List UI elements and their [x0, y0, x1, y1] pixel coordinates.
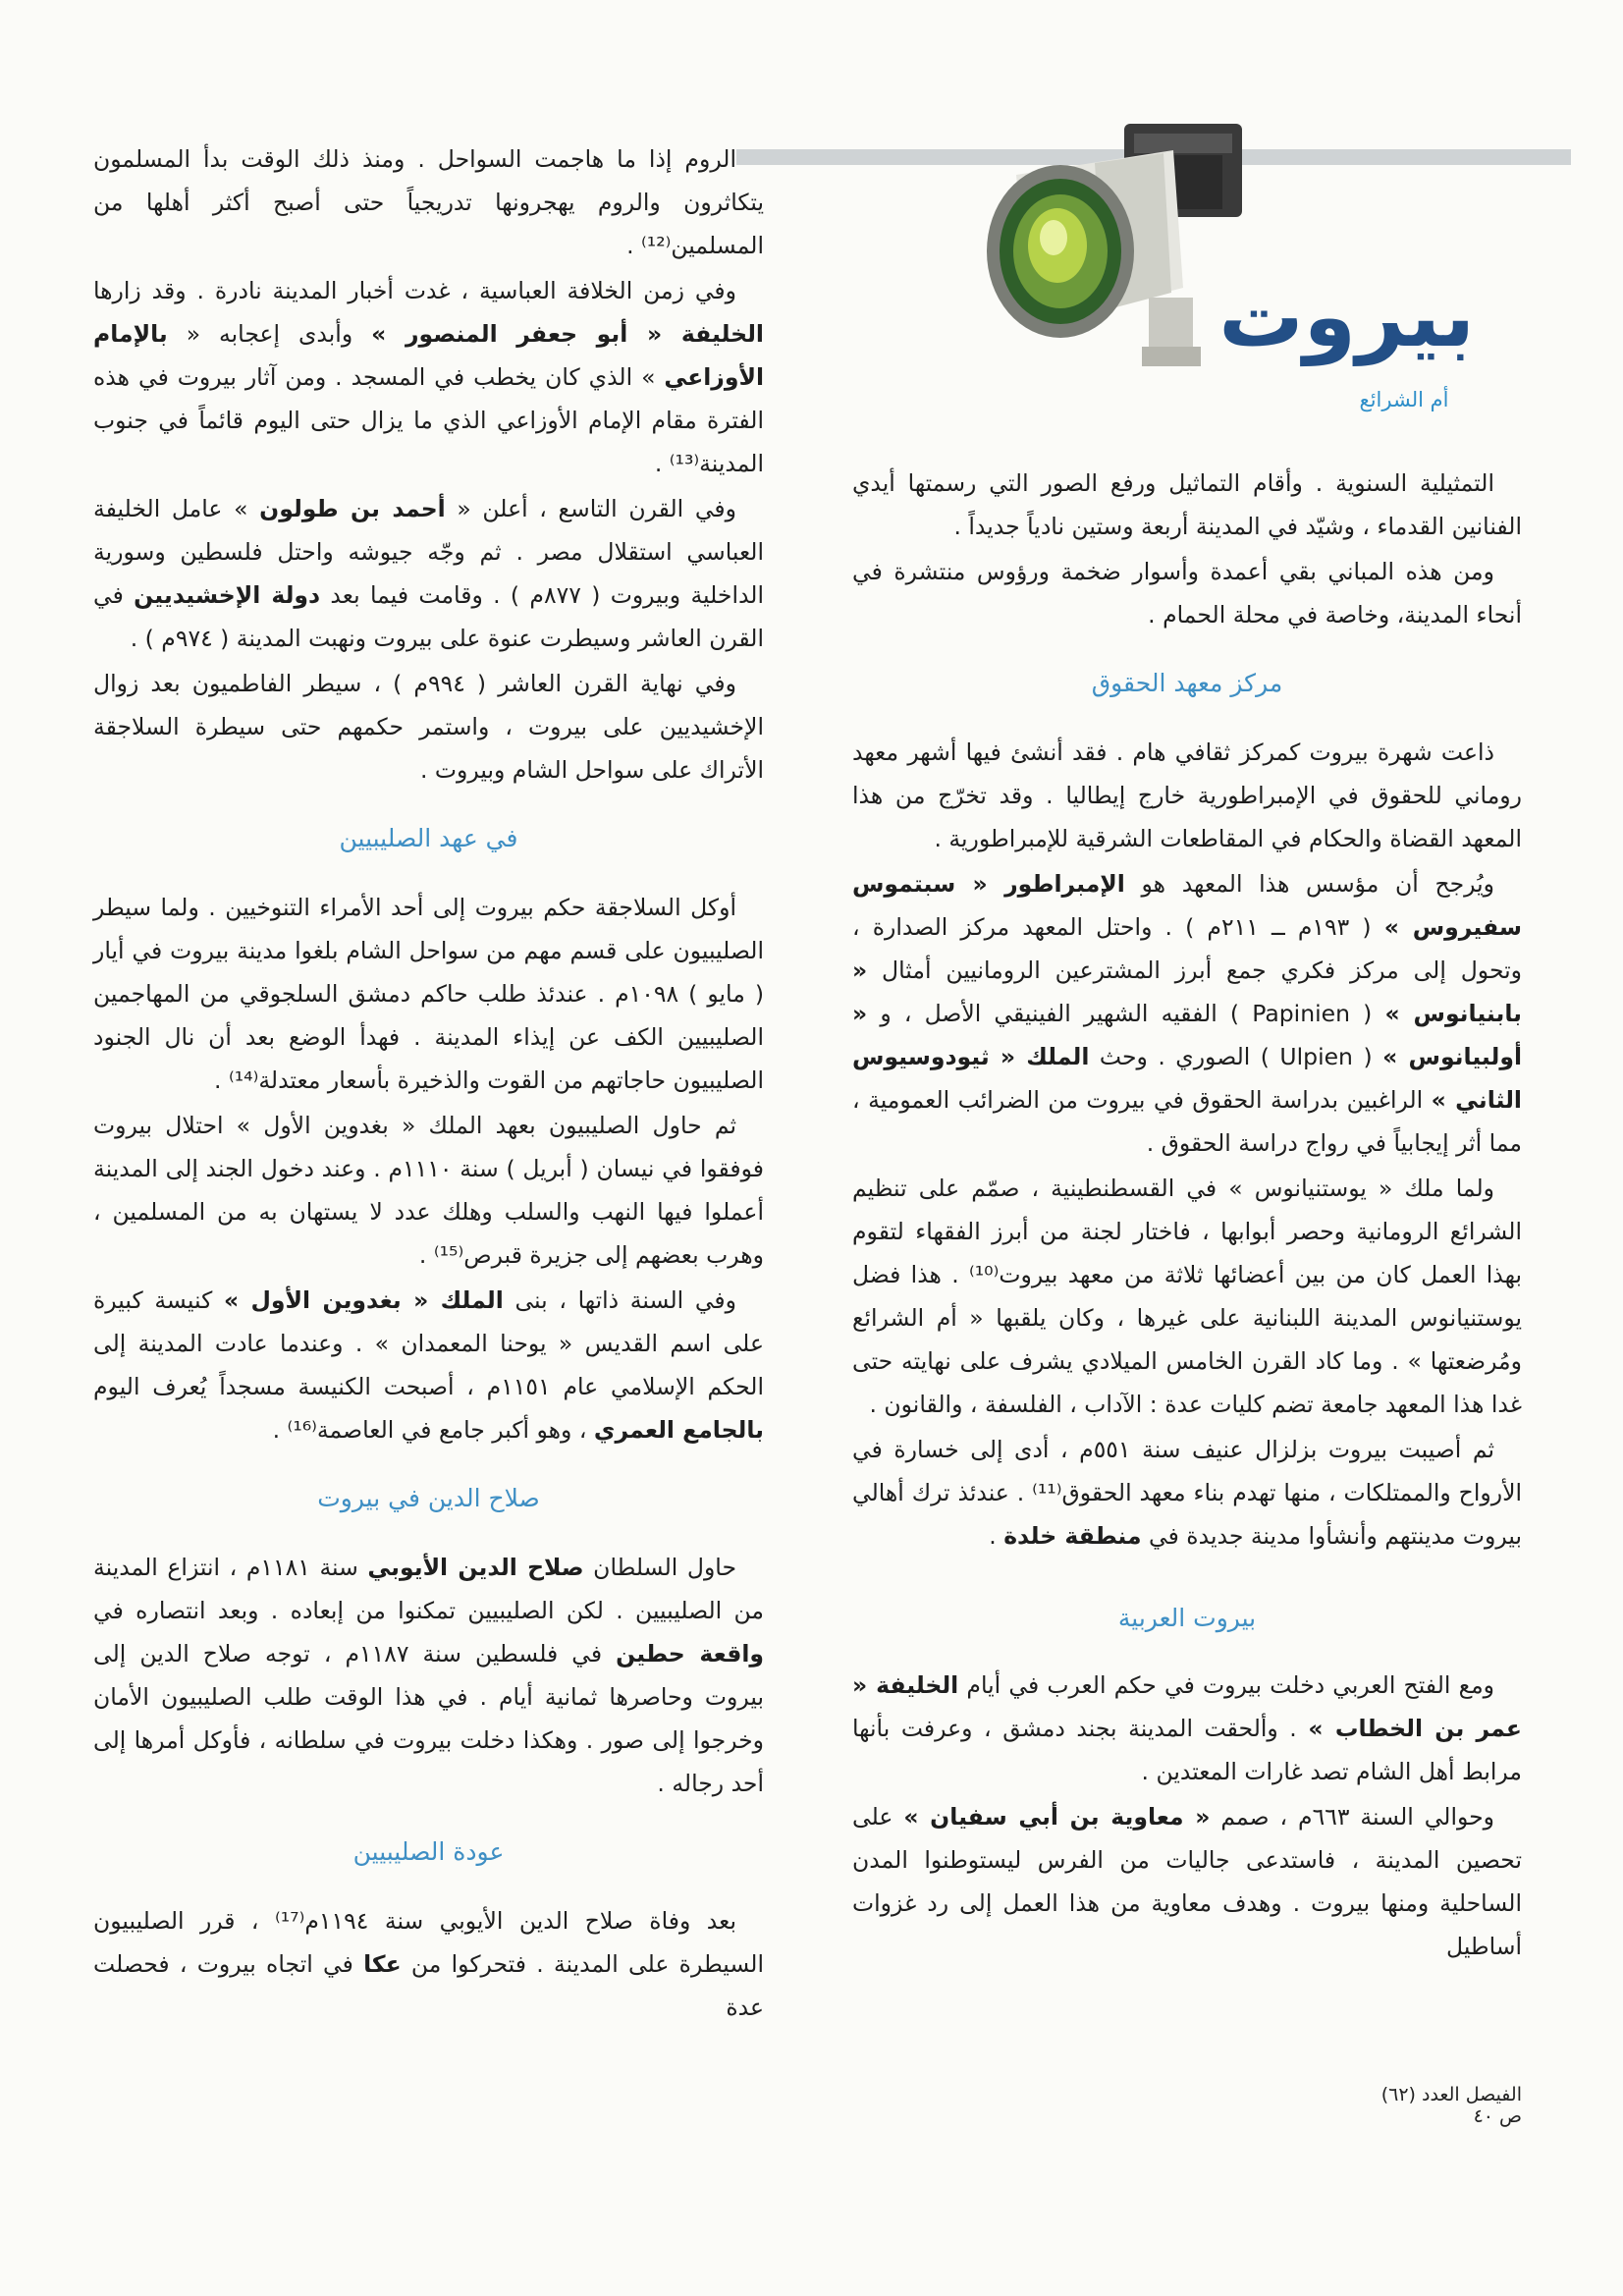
left-column	[93, 137, 764, 2031]
section-heading: مركز معهد الحقوق	[1091, 669, 1283, 697]
paragraph: وحوالي السنة ٦٦٣م ، صمم « معاوية بن أبي سفيان » على تحصين المدينة ، فاستدعى جاليات من الفرس ليستوطنوا المدن الساحلية ومنها بيروت . وهدف معاوية من هذا العمل إلى رد غزوات أساطيل	[852, 1803, 1522, 1960]
magazine-logo-title: بيروت	[1218, 268, 1475, 366]
paragraph: وفي زمن الخلافة العباسية ، غدت أخبار المدينة نادرة . وقد زارها الخليفة « أبو جعفر المنصور » وأبدى إعجابه « بالإمام الأوزاعي » الذي كان يخطب في المسجد . ومن آثار بيروت في هذه الفترة مقام الإمام الأوزاعي الذي ما يزال حتى اليوم قائماً في جنوب المدينة⁽¹³⁾ .	[93, 277, 764, 477]
paragraph: ويُرجح أن مؤسس هذا المعهد هو الإمبراطور « سبتموس سفيروس » ( ١٩٣م ــ ٢١١م ) . واحتل المعهد مركز الصدارة ، وتحول إلى مركز فكري جمع أبرز المشترعين الرومانيين أمثال « بابنيانوس » ( Papinien ) الفقيه الشهير الفينيقي الأصل ، و « أولبيانوس » ( Ulpien ) الصوري . وحث الملك « ثيودوسيوس الثاني » الراغبين بدراسة الحقوق في بيروت من الضرائب العمومية ، مما أثر إيجابياً في رواج دراسة الحقوق .	[852, 870, 1523, 1157]
section-heading: في عهد الصليبيين	[339, 824, 518, 852]
paragraph: ومع الفتح العربي دخلت بيروت في حكم العرب في أيام الخليفة « عمر بن الخطاب » . وألحقت المدينة بجند دمشق ، وعرفت بأنها مرابط أهل الشام تصد غارات المعتدين .	[852, 1671, 1522, 1785]
section-heading: بيروت العربية	[1117, 1604, 1257, 1632]
paragraph: ثم أصيبت بيروت بزلزال عنيف سنة ٥٥١م ، أدى إلى خسارة في الأرواح والممتلكات ، منها تهدم بناء معهد الحقوق⁽¹¹⁾ . عندئذ ترك أهالي بيروت مدينتهم وأنشأوا مدينة جديدة في منطقة خلدة .	[852, 1436, 1523, 1550]
paragraph: وفي السنة ذاتها ، بنى الملك « بغدوين الأول » كنيسة كبيرة على اسم القديس « يوحنا المعمدان » . وعندما عادت المدينة إلى الحكم الإسلامي عام ١١٥١م ، أصبحت الكنيسة مسجداً يُعرف اليوم بالجامع العمري ، وهو أكبر جامع في العاصمة⁽¹⁶⁾ .	[93, 1286, 764, 1444]
paragraph: الروم إذا ما هاجمت السواحل . ومنذ ذلك الوقت بدأ المسلمون يتكاثرون والروم يهجرونها تدريجياً حتى أصبح أكثر أهلها من المسلمين⁽¹²⁾ .	[93, 145, 764, 259]
paragraph: وفي القرن التاسع ، أعلن « أحمد بن طولون » عامل الخليفة العباسي استقلال مصر . ثم وجّه جيوشه واحتل فلسطين وسورية الداخلية وبيروت ( ٨٧٧م ) . وقامت فيما بعد دولة الإخشيديين في القرن العاشر وسيطرت عنوة على بيروت ونهبت المدينة ( ٩٧٤م ) .	[93, 495, 765, 652]
right-column	[852, 462, 1522, 1970]
paragraph: وفي نهاية القرن العاشر ( ٩٩٤م ) ، سيطر الفاطميون بعد زوال الإخشيديين على بيروت ، واستمر حكمهم حتى سيطرة السلاجقة الأتراك على سواحل الشام وبيروت .	[93, 670, 764, 784]
section-heading: عودة الصليبيين	[352, 1837, 505, 1866]
paragraph: التمثيلية السنوية . وأقام التماثيل ورفع الصور التي رسمتها أيدي الفنانين القدماء ، وشيّد في المدينة أربعة وستين نادياً جديداً .	[852, 469, 1522, 540]
magazine-logo-subtitle: أم الشرائع	[1359, 388, 1449, 411]
paragraph: ولما ملك « يوستنيانوس » في القسطنطينية ، صمّم على تنظيم الشرائع الرومانية وحصر أبوابها ، فاختار لجنة من أبرز الفقهاء لتقوم بهذا العمل كان من بين أعضائها ثلاثة من معهد بيروت⁽¹⁰⁾ . هذا فضل يوستنيانوس المدينة اللبنانية على غيرها ، وكان يلقبها « أم الشرائع ومُرضعتها » . وما كاد القرن الخامس الميلادي يشرف على نهايته حتى غدا هذا المعهد جامعة تضم كليات عدة : الآداب ، الفلسفة ، والقانون .	[852, 1175, 1522, 1418]
paragraph: حاول السلطان صلاح الدين الأيوبي سنة ١١٨١م ، انتزاع المدينة من الصليبيين . لكن الصليبيين تمكنوا من إبعاده . وبعد انتصاره في واقعة حطين في فلسطين سنة ١١٨٧م ، توجه صلاح الدين إلى بيروت وحاصرها ثمانية أيام . في هذا الوقت طلب الصليبيون الأمان وخرجوا إلى صور . وهكذا دخلت بيروت في سلطانه ، فأوكل أمرها إلى أحد رجاله .	[93, 1554, 764, 1797]
paragraph: بعد وفاة صلاح الدين الأيوبي سنة ١١٩٤م⁽¹⁷⁾ ، قرر الصليبيون السيطرة على المدينة . فتحركوا من عكا في اتجاه بيروت ، فحصلت عدة	[93, 1907, 764, 2021]
page-footer: الفيصل العدد (٦٢) ص ٤٠	[1380, 2084, 1522, 2127]
paragraph: أوكل السلاجقة حكم بيروت إلى أحد الأمراء التنوخيين . ولما سيطر الصليبيون على قسم مهم من سواحل الشام بلغوا مدينة بيروت في أيار ( مايو ) ١٠٩٨م . عندئذ طلب حاكم دمشق السلجوقي من المهاجمين الصليبيين الكف عن إيذاء المدينة . فهدأ الوضع بعد أن نال الجنود الصليبيون حاجاتهم من القوت والذخيرة بأسعار معتدلة⁽¹⁴⁾ .	[93, 894, 764, 1094]
paragraph: ذاعت شهرة بيروت كمركز ثقافي هام . فقد أنشئ فيها أشهر معهد روماني للحقوق في الإمبراطورية خارج إيطاليا . وقد تخرّج من هذا المعهد القضاة والحكام في المقاطعات الشرقية للإمبراطورية .	[852, 738, 1522, 852]
section-heading: صلاح الدين في بيروت	[317, 1484, 540, 1512]
paragraph: ثم حاول الصليبيون بعهد الملك « بغدوين الأول » احتلال بيروت فوفقوا في نيسان ( أبريل ) سنة ١١١٠م . وعند دخول الجند إلى المدينة أعملوا فيها النهب والسلب وهلك عدد لا يستهان به من المسلمين ، وهرب بعضهم إلى جزيرة قبرص⁽¹⁵⁾ .	[93, 1112, 764, 1269]
paragraph: ومن هذه المباني بقي أعمدة وأسوار ضخمة ورؤوس منتشرة في أنحاء المدينة، وخاصة في محلة الحمام .	[852, 558, 1522, 629]
